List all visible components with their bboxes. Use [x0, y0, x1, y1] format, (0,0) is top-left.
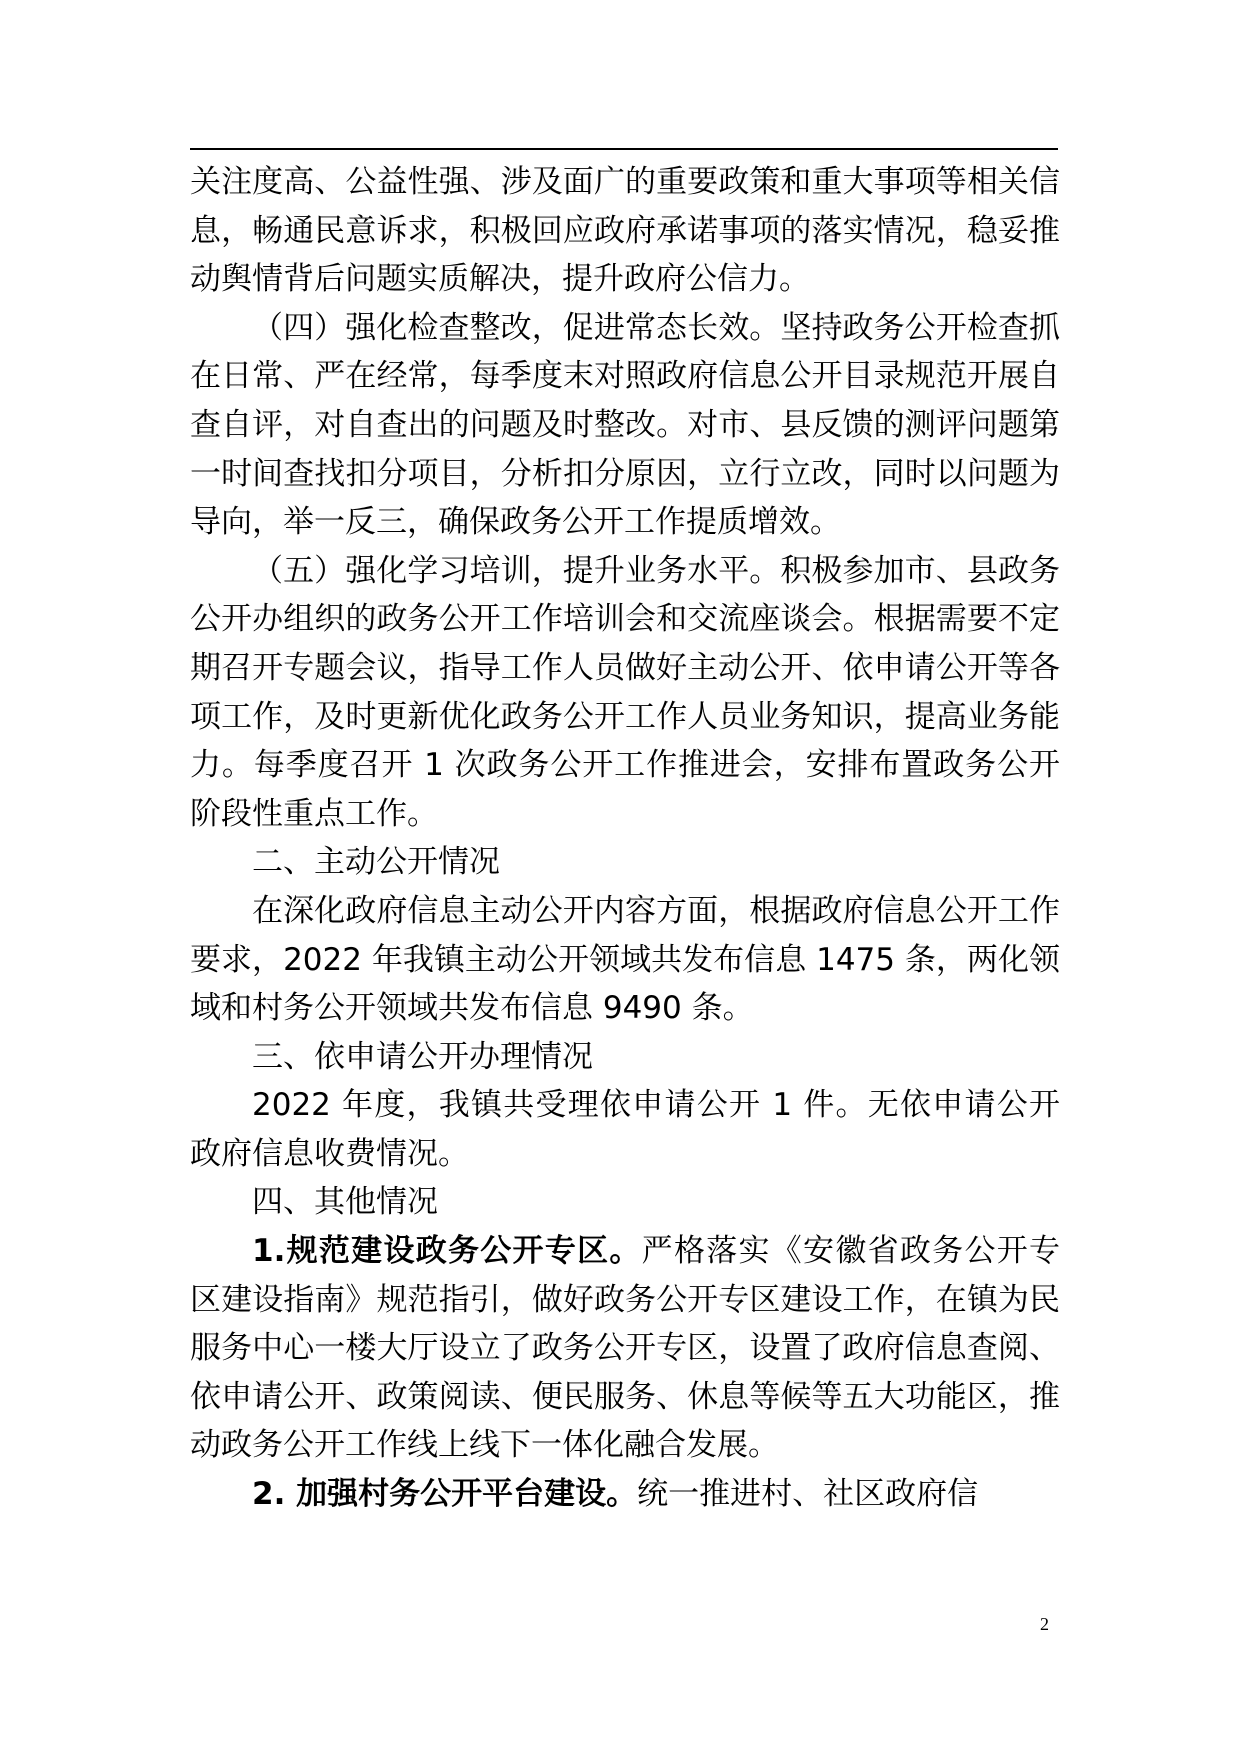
- item-text-village-platform: 统一推进村、社区政府信: [637, 1476, 979, 1513]
- item-text-disclosure-zone: 严格落实《安徽省政务公开专区建设指南》规范指引，做好政务公开专区建设工作，在镇为民服务中心一楼大厅设立了政务公开专区，设置了政府信息查阅、依申请公开、政策阅读、便民服务、休息等候等五大功能区，推动政务公开工作线上线下一体化融合发展。: [190, 1233, 1060, 1464]
- heading-proactive-disclosure: 二、主动公开情况: [252, 844, 500, 881]
- item-title-disclosure-zone: 1.规范建设政务公开专区。: [252, 1233, 642, 1270]
- paragraph-disclosure-zone: [190, 1227, 1060, 1470]
- item-title-village-platform: 2. 加强村务公开平台建设。: [252, 1476, 638, 1513]
- page-number: 2: [1040, 1614, 1049, 1634]
- paragraph-continuation: 关注度高、公益性强、涉及面广的重要政策和重大事项等相关信息，畅通民意诉求，积极回应政府承诺事项的落实情况，稳妥推动舆情背后问题实质解决，提升政府公信力。: [190, 164, 1060, 298]
- paragraph-village-platform: [190, 1470, 1060, 1519]
- heading-other-matters: 四、其他情况: [252, 1184, 438, 1221]
- paragraph-section-four: （四）强化检查整改，促进常态长效。坚持政务公开检查抓在日常、严在经常，每季度末对照政府信息公开目录规范开展自查自评，对自查出的问题及时整改。对市、县反馈的测评问题第一时间查找扣分项目，分析扣分原因，立行立改，同时以问题为导向，举一反三，确保政务公开工作提质增效。: [190, 309, 1060, 541]
- paragraph-application-disclosure: 2022 年度，我镇共受理依申请公开 1 件。无依申请公开政府信息收费情况。: [190, 1087, 1060, 1172]
- paragraph-proactive-disclosure: 在深化政府信息主动公开内容方面，根据政府信息公开工作要求，2022 年我镇主动公开领域共发布信息 1475 条，两化领域和村务公开领域共发布信息 9490 条。: [190, 892, 1060, 1027]
- heading-application-disclosure: 三、依申请公开办理情况: [252, 1038, 593, 1075]
- document-body: [190, 158, 1060, 1519]
- paragraph-section-five: （五）强化学习培训，提升业务水平。积极参加市、县政务公开办组织的政务公开工作培训会和交流座谈会。根据需要不定期召开专题会议，指导工作人员做好主动公开、依申请公开等各项工作，及时更新优化政务公开工作人员业务知识，提高业务能力。每季度召开 1 次政务公开工作推进会，安排布置政务公开阶段性重点工作。: [190, 552, 1060, 832]
- header-rule: [190, 148, 1058, 150]
